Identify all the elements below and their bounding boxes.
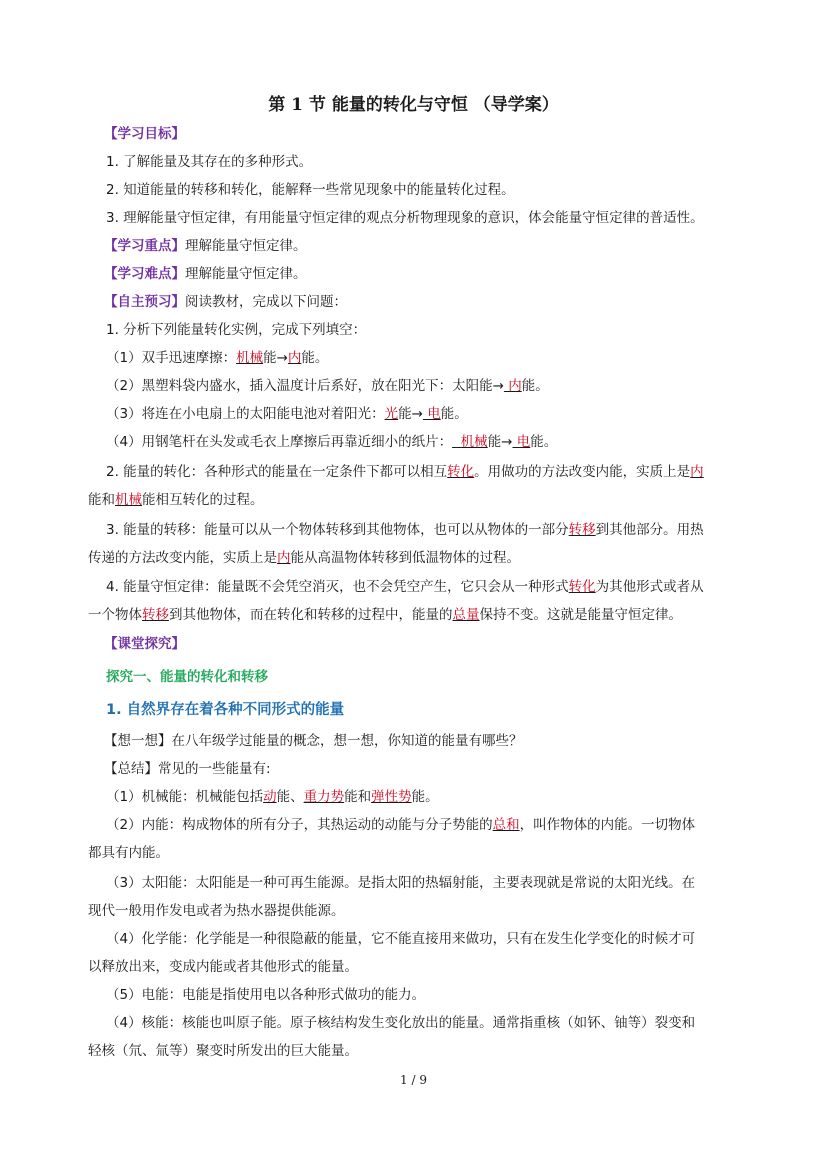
energy-item-chemical: （4）化学能：化学能是一种很隐蔽的能量，它不能直接用来做功，只有在发生化学变化的时候才可	[106, 931, 696, 947]
subsection-heading: 1. 自然界存在着各种不同形式的能量	[106, 702, 345, 718]
page-number: 1 / 9	[400, 1073, 427, 1087]
key-point	[104, 236, 307, 256]
answer-blank: 机械	[236, 350, 264, 366]
preview-question-1: 1. 分析下列能量转化实例，完成下列填空：	[106, 322, 367, 338]
answer-blank: 转化	[568, 579, 596, 595]
objective-item: 3. 理解能量守恒定律，有用能量守恒定律的观点分析物理现象的意识，体会能量守恒定律的普适性。	[106, 210, 704, 226]
answer-blank: 电	[512, 434, 531, 450]
key-point-label: 【学习重点】	[104, 238, 185, 254]
difficulty	[104, 264, 307, 284]
summary-intro: 【总结】常见的一些能量有:	[104, 761, 271, 777]
answer-blank: 转移	[568, 522, 596, 538]
answer-blank: 转化	[447, 464, 475, 480]
energy-item-nuclear-cont: 轻核（氘、氚等）聚变时所发出的巨大能量。	[88, 1043, 358, 1059]
answer-blank: 总量	[452, 607, 480, 623]
page-title: 第 1 节 能量的转化与守恒 （导学案）	[268, 95, 559, 115]
section-heading: 探究一、能量的转化和转移	[106, 669, 268, 685]
preview-para-2: 2. 能量的转化：各种形式的能量在一定条件下都可以相互转化。用做功的方法改变内能，实质上是内	[106, 464, 704, 480]
preview-sub-3: （3）将连在小电扇上的太阳能电池对着阳光：光能→ 电能。	[106, 406, 468, 422]
answer-blank: 转移	[142, 607, 169, 623]
answer-blank: 电	[422, 406, 441, 422]
preview-text: 阅读教材，完成以下问题：	[185, 294, 347, 310]
preview-para-2-cont: 能和机械能相互转化的过程。	[88, 492, 264, 508]
energy-item-internal: （2）内能：构成物体的所有分子，其热运动的动能与分子势能的总和，叫作物体的内能。一切物体	[106, 817, 696, 833]
energy-item-chemical-cont: 以释放出来，变成内能或者其他形式的能量。	[88, 959, 358, 975]
objective-item: 2. 知道能量的转移和转化，能解释一些常见现象中的能量转化过程。	[106, 182, 515, 198]
energy-item-electric: （5）电能：电能是指使用电以各种形式做功的能力。	[106, 987, 426, 1003]
answer-blank: 机械	[452, 434, 488, 450]
difficulty-text: 理解能量守恒定律。	[185, 266, 307, 282]
energy-item-nuclear: （4）核能：核能也叫原子能。原子核结构发生变化放出的能量。通常指重核（如钚、铀等）裂变和	[106, 1015, 696, 1031]
preview-sub-2: （2）黑塑料袋内盛水，插入温度计后系好，放在阳光下：太阳能→ 内能。	[106, 378, 549, 394]
key-point-text: 理解能量守恒定律。	[185, 238, 307, 254]
answer-blank: 内	[503, 378, 522, 394]
answer-blank: 弹性势	[371, 789, 412, 805]
preview-para-3-cont: 传递的方法改变内能，实质上是内能从高温物体转移到低温物体的过程。	[88, 550, 520, 566]
preview-para-3: 3. 能量的转移：能量可以从一个物体转移到其他物体，也可以从物体的一部分转移到其他部分。用热	[106, 522, 704, 538]
preview-sub-4: （4）用钢笔杆在头发或毛衣上摩擦后再靠近细小的纸片： 机械能→ 电能。	[106, 434, 558, 450]
answer-blank: 内	[277, 550, 291, 566]
preview-para-4-cont: 一个物体转移到其他物体，而在转化和转移的过程中，能量的总量保持不变。这就是能量守恒定律。	[88, 607, 682, 623]
answer-blank: 光	[384, 406, 399, 422]
energy-item-mechanical: （1）机械能：机械能包括动能、重力势能和弹性势能。	[106, 789, 439, 805]
preview-sub-1: （1）双手迅速摩擦：机械能→内能。	[106, 350, 329, 366]
answer-blank: 总和	[492, 817, 520, 833]
energy-item-internal-cont: 都具有内能。	[88, 845, 169, 861]
answer-blank: 动	[263, 789, 277, 805]
preview-label: 【自主预习】	[104, 294, 185, 310]
energy-item-solar-cont: 现代一般用作发电或者为热水器提供能源。	[88, 903, 345, 919]
preview-intro	[104, 292, 347, 312]
answer-blank: 重力势	[303, 789, 345, 805]
think-prompt: 【想一想】在八年级学过能量的概念，想一想，你知道的能量有哪些？	[104, 733, 523, 749]
answer-blank: 内	[287, 350, 302, 366]
answer-blank: 机械	[115, 492, 142, 508]
answer-blank: 内	[690, 464, 704, 480]
objectives-heading: 【学习目标】	[104, 126, 185, 142]
difficulty-label: 【学习难点】	[104, 266, 185, 282]
energy-item-solar: （3）太阳能：太阳能是一种可再生能源。是指太阳的热辐射能，主要表现就是常说的太阳光线。在	[106, 875, 696, 891]
explore-heading: 【课堂探究】	[104, 636, 185, 652]
objective-item: 1. 了解能量及其存在的多种形式。	[106, 154, 313, 170]
preview-para-4: 4. 能量守恒定律：能量既不会凭空消灭，也不会凭空产生，它只会从一种形式转化为其他形式或者从	[106, 579, 704, 595]
